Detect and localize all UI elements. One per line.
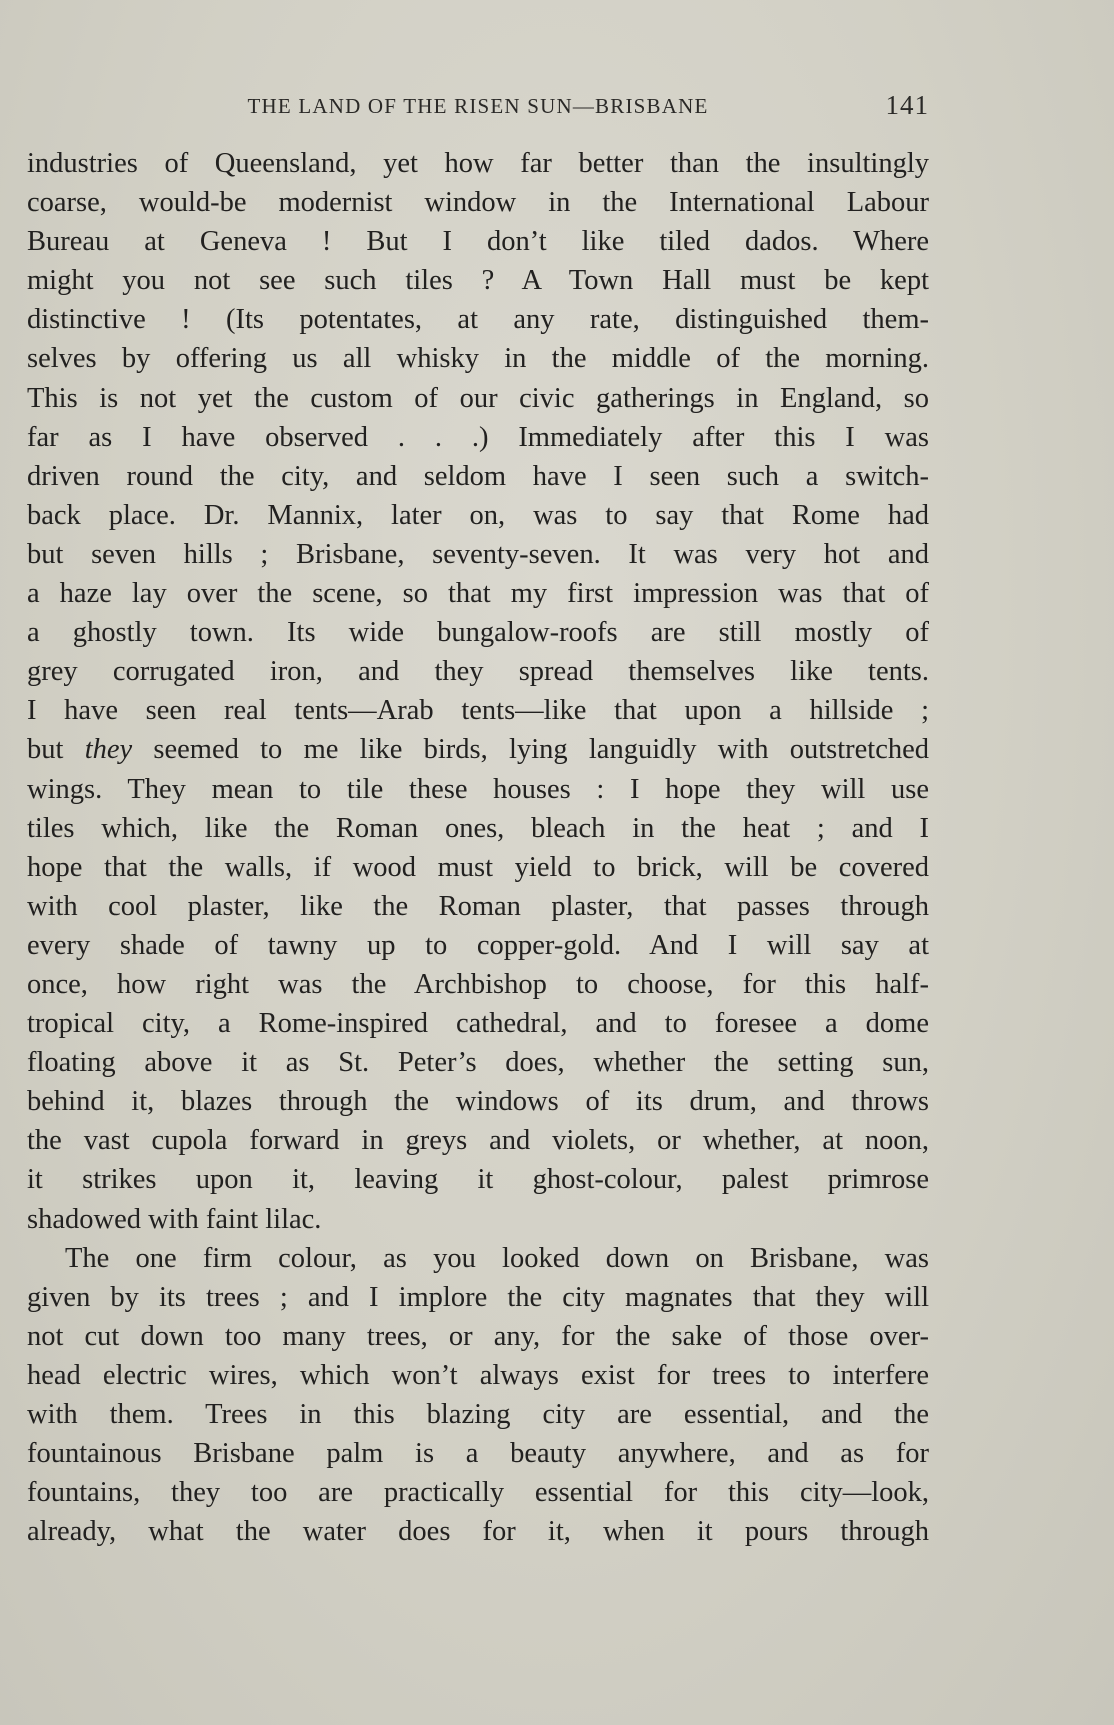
- text-line: not cut down too many trees, or any, for the sake of those over-: [27, 1320, 929, 1352]
- text-line: back place. Dr. Mannix, later on, was to say that Rome had: [27, 499, 929, 531]
- text-line: coarse, would-be modernist window in the International Labour: [27, 187, 929, 219]
- text-line: grey corrugated iron, and they spread themselves like tents.: [27, 656, 929, 688]
- page-number: 141: [885, 90, 929, 120]
- text-fragment: seemed to me like birds, lying languidly with outstretched: [132, 734, 930, 766]
- text-line: given by its trees ; and I implore the city magnates that they will: [27, 1281, 929, 1313]
- text-line: [27, 730, 929, 769]
- body-text: [27, 144, 929, 1551]
- text-line: might you not see such tiles ? A Town Hall must be kept: [27, 265, 929, 297]
- text-line: tropical city, a Rome-inspired cathedral, and to foresee a dome: [27, 1008, 929, 1040]
- text-line: selves by offering us all whisky in the middle of the morning.: [27, 343, 929, 375]
- text-line: Bureau at Geneva ! But I don’t like tiled dados. Where: [27, 226, 929, 258]
- text-line: fountains, they too are practically essential for this city—look,: [27, 1477, 929, 1509]
- text-line: once, how right was the Archbishop to choose, for this half-: [27, 968, 929, 1000]
- text-line: floating above it as St. Peter’s does, whether the setting sun,: [27, 1047, 929, 1079]
- running-head: [27, 92, 929, 122]
- text-line: it strikes upon it, leaving it ghost-colour, palest primrose: [27, 1164, 929, 1196]
- text-line: tiles which, like the Roman ones, bleach in the heat ; and I: [27, 812, 929, 844]
- text-line: driven round the city, and seldom have I seen such a switch-: [27, 460, 929, 492]
- text-line: I have seen real tents—Arab tents—like that upon a hillside ;: [27, 695, 929, 727]
- text-line: with them. Trees in this blazing city are essential, and the: [27, 1399, 929, 1430]
- text-line: The one firm colour, as you looked down on Brisbane, was: [65, 1242, 929, 1274]
- text-line: but seven hills ; Brisbane, seventy-seven. It was very hot and: [27, 538, 929, 570]
- text-line: a ghostly town. Its wide bungalow-roofs are still mostly of: [27, 617, 929, 649]
- text-line: shadowed with faint lilac.: [27, 1203, 322, 1235]
- text-line: far as I have observed . . .) Immediately after this I was: [27, 421, 929, 453]
- text-line: every shade of tawny up to copper-gold. And I will say at: [27, 929, 929, 961]
- text-line: a haze lay over the scene, so that my first impression was that of: [27, 578, 929, 610]
- text-line: head electric wires, which won’t always exist for trees to interfere: [27, 1359, 929, 1391]
- text-line: the vast cupola forward in greys and violets, or whether, at noon,: [27, 1125, 929, 1157]
- italic-emphasis: they: [84, 734, 133, 766]
- text-line: fountainous Brisbane palm is a beauty anywhere, and as for: [27, 1438, 929, 1470]
- text-line: wings. They mean to tile these houses : I hope they will use: [27, 773, 929, 805]
- text-line: behind it, blazes through the windows of its drum, and throws: [27, 1086, 929, 1118]
- text-line: already, what the water does for it, when it pours through: [27, 1516, 929, 1548]
- text-line: with cool plaster, like the Roman plaster, that passes through: [27, 890, 929, 922]
- running-title: THE LAND OF THE RISEN SUN—BRISBANE: [247, 94, 709, 118]
- text-line: hope that the walls, if wood must yield to brick, will be covered: [27, 851, 929, 883]
- text-line: This is not yet the custom of our civic gatherings in England, so: [27, 382, 929, 414]
- text-line: distinctive ! (Its potentates, at any rate, distinguished them-: [27, 304, 929, 336]
- text-fragment: but: [27, 734, 85, 766]
- text-line: industries of Queensland, yet how far better than the insultingly: [27, 148, 929, 179]
